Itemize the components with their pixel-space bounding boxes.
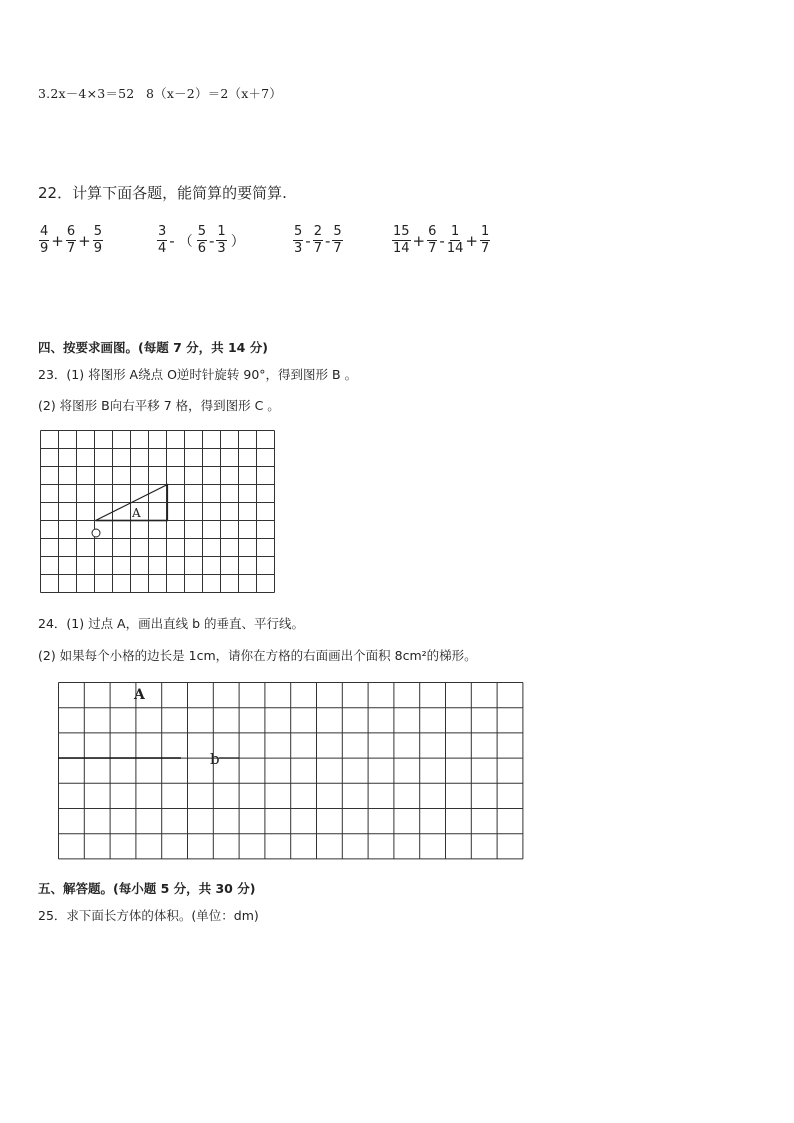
line-b-label: b [210, 750, 220, 768]
numerator: 1 [480, 224, 490, 239]
fraction [447, 224, 464, 257]
parenthesis: ） [230, 233, 245, 250]
q22-expression-1 [38, 224, 104, 257]
denominator: 7 [333, 241, 342, 256]
numerator: 5 [333, 224, 342, 239]
fraction [480, 224, 490, 257]
question-23-part1: 23．(1) 将图形 A绕点 O逆时针旋转 90°，得到图形 B 。 [38, 367, 358, 382]
denominator: 3 [294, 241, 303, 256]
denominator: 6 [197, 241, 206, 256]
shape-a-label: A [132, 506, 141, 520]
point-a-label: A [134, 687, 145, 703]
denominator: 9 [93, 241, 102, 256]
fraction [197, 224, 207, 257]
denominator: 7 [66, 241, 76, 256]
question-25-text: 25．求下面长方体的体积。(单位：dm) [38, 908, 259, 923]
section-4-title: 四、按要求画图。(每题 7 分，共 14 分) [38, 340, 268, 355]
fraction [332, 224, 342, 257]
numerator: 15 [393, 224, 410, 239]
numerator: 5 [197, 224, 206, 239]
denominator: 14 [446, 241, 464, 256]
fraction [66, 224, 76, 257]
operator: + [51, 231, 64, 250]
q22-expression-4 [391, 224, 491, 257]
denominator: 3 [217, 241, 226, 256]
fraction [93, 224, 103, 257]
section-5-title: 五、解答题。(每小题 5 分，共 30 分) [38, 881, 256, 896]
numerator: 2 [313, 224, 322, 239]
fraction [157, 224, 167, 257]
denominator: 9 [40, 241, 49, 256]
denominator: 7 [480, 241, 490, 256]
numerator: 6 [428, 224, 437, 239]
numerator: 5 [93, 224, 102, 239]
operator: - [439, 231, 445, 250]
q23-grid [41, 431, 275, 593]
equation-1: 3.2x－4×3＝52 [38, 86, 135, 101]
denominator: 14 [393, 241, 410, 256]
q23-grid-figure [38, 430, 278, 596]
question-24-part2: (2) 如果每个小格的边长是 1cm，请你在方格的右面画出个面积 8cm²的梯形。 [38, 648, 477, 663]
question-23-part2: (2) 将图形 B向右平移 7 格，得到图形 C 。 [38, 398, 280, 413]
q24-grid [59, 683, 523, 859]
q24-grid-figure [54, 680, 528, 862]
numerator: 4 [40, 224, 49, 239]
fraction [39, 224, 49, 257]
fraction [427, 224, 437, 257]
operator: + [465, 231, 478, 250]
numerator: 5 [294, 224, 303, 239]
q22-expression-2 [156, 224, 248, 257]
operator: - [324, 231, 331, 250]
denominator: 7 [428, 241, 437, 256]
fraction [392, 224, 411, 257]
operator: - [305, 231, 311, 250]
fraction [216, 224, 226, 257]
parenthesis: （ [178, 233, 193, 250]
equation-2: 8（x－2）＝2（x＋7） [146, 86, 283, 101]
fraction [313, 224, 323, 257]
operator: + [412, 231, 426, 250]
point-o-marker [92, 529, 100, 537]
numerator: 3 [158, 224, 167, 239]
numerator: 1 [450, 224, 460, 239]
denominator: 4 [158, 241, 167, 256]
operator: + [78, 231, 91, 250]
denominator: 7 [313, 241, 322, 256]
question-24-part1: 24．(1) 过点 A，画出直线 b 的垂直、平行线。 [38, 616, 304, 631]
fraction [293, 224, 303, 257]
numerator: 6 [66, 224, 76, 239]
operator: - [208, 231, 215, 250]
numerator: 1 [217, 224, 226, 239]
question-22-title: 22．计算下面各题，能简算的要简算. [38, 184, 287, 202]
q22-expression-3 [292, 224, 344, 257]
operator: - [169, 231, 175, 250]
